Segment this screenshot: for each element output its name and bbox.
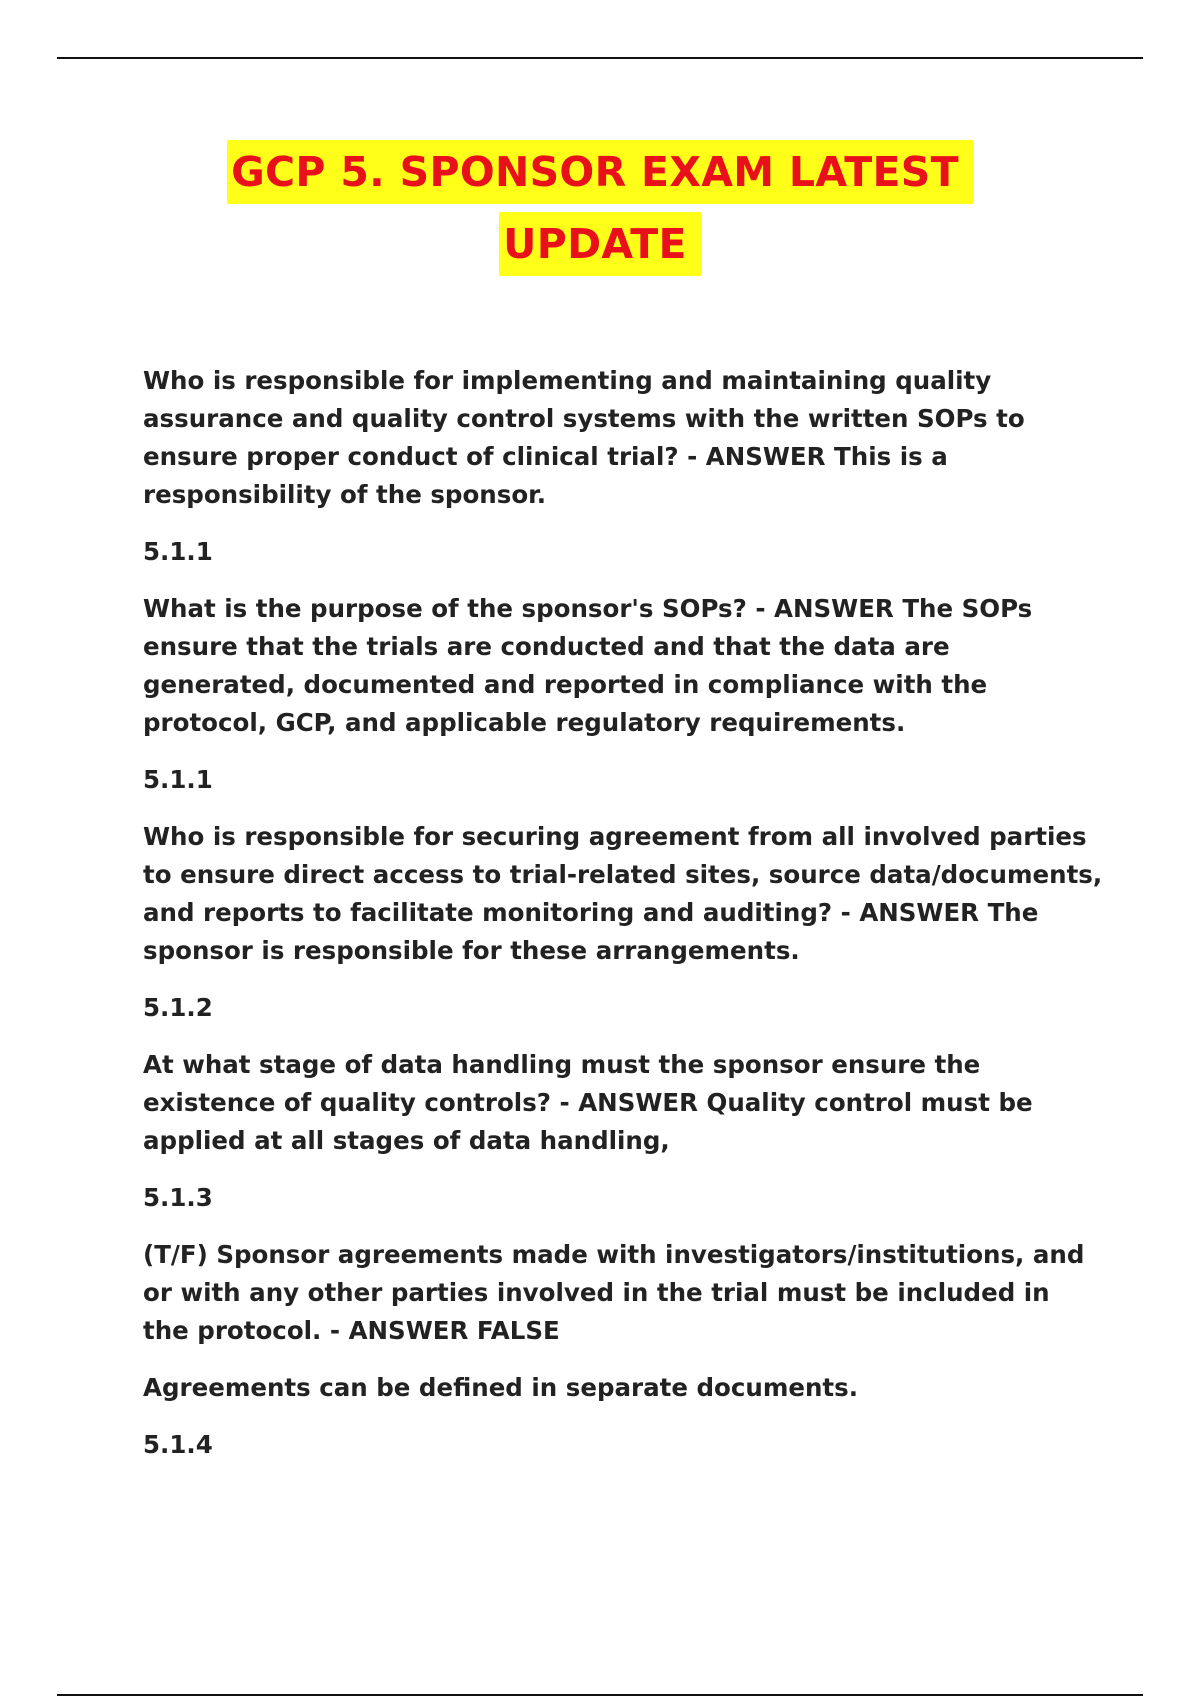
section-reference: 5.1.1: [143, 537, 213, 566]
header-rule: [57, 57, 1143, 59]
section-reference: 5.1.2: [143, 993, 213, 1022]
question-paragraph: At what stage of data handling must the sponsor ensure the existence of quality controls? - ANSWER Quality control must be applied at all stages of data handling,: [143, 1050, 1033, 1155]
question-paragraph: Who is responsible for securing agreement from all involved parties to ensure direct access to trial-related sites, source data/documents, and reports to facilitate monitoring and auditing? - ANSWER The sponsor is responsible for these arrangements.: [143, 822, 1103, 965]
question-paragraph: Who is responsible for implementing and maintaining quality assurance and quality control systems with the written SOPs to ensure proper conduct of clinical trial? - ANSWER This is a responsibility of the sponsor.: [143, 366, 1025, 509]
document-body: [143, 362, 1103, 1483]
question-paragraph: What is the purpose of the sponsor's SOPs? - ANSWER The SOPs ensure that the trials are conducted and that the data are generated, documented and reported in compliance with the protocol, GCP, and applicable regulatory requirements.: [143, 594, 1033, 737]
section-reference: 5.1.4: [143, 1430, 213, 1459]
section-reference: 5.1.3: [143, 1183, 213, 1212]
section-reference: 5.1.1: [143, 765, 213, 794]
title-line-1: GCP 5. SPONSOR EXAM LATEST: [227, 140, 973, 204]
footer-rule: [57, 1694, 1143, 1696]
question-paragraph: (T/F) Sponsor agreements made with investigators/institutions, and or with any other parties involved in the trial must be included in the protocol. - ANSWER FALSE: [143, 1240, 1085, 1345]
answer-note: Agreements can be defined in separate documents.: [143, 1373, 859, 1402]
document-title: [0, 140, 1200, 284]
title-line-2: UPDATE: [499, 212, 701, 276]
